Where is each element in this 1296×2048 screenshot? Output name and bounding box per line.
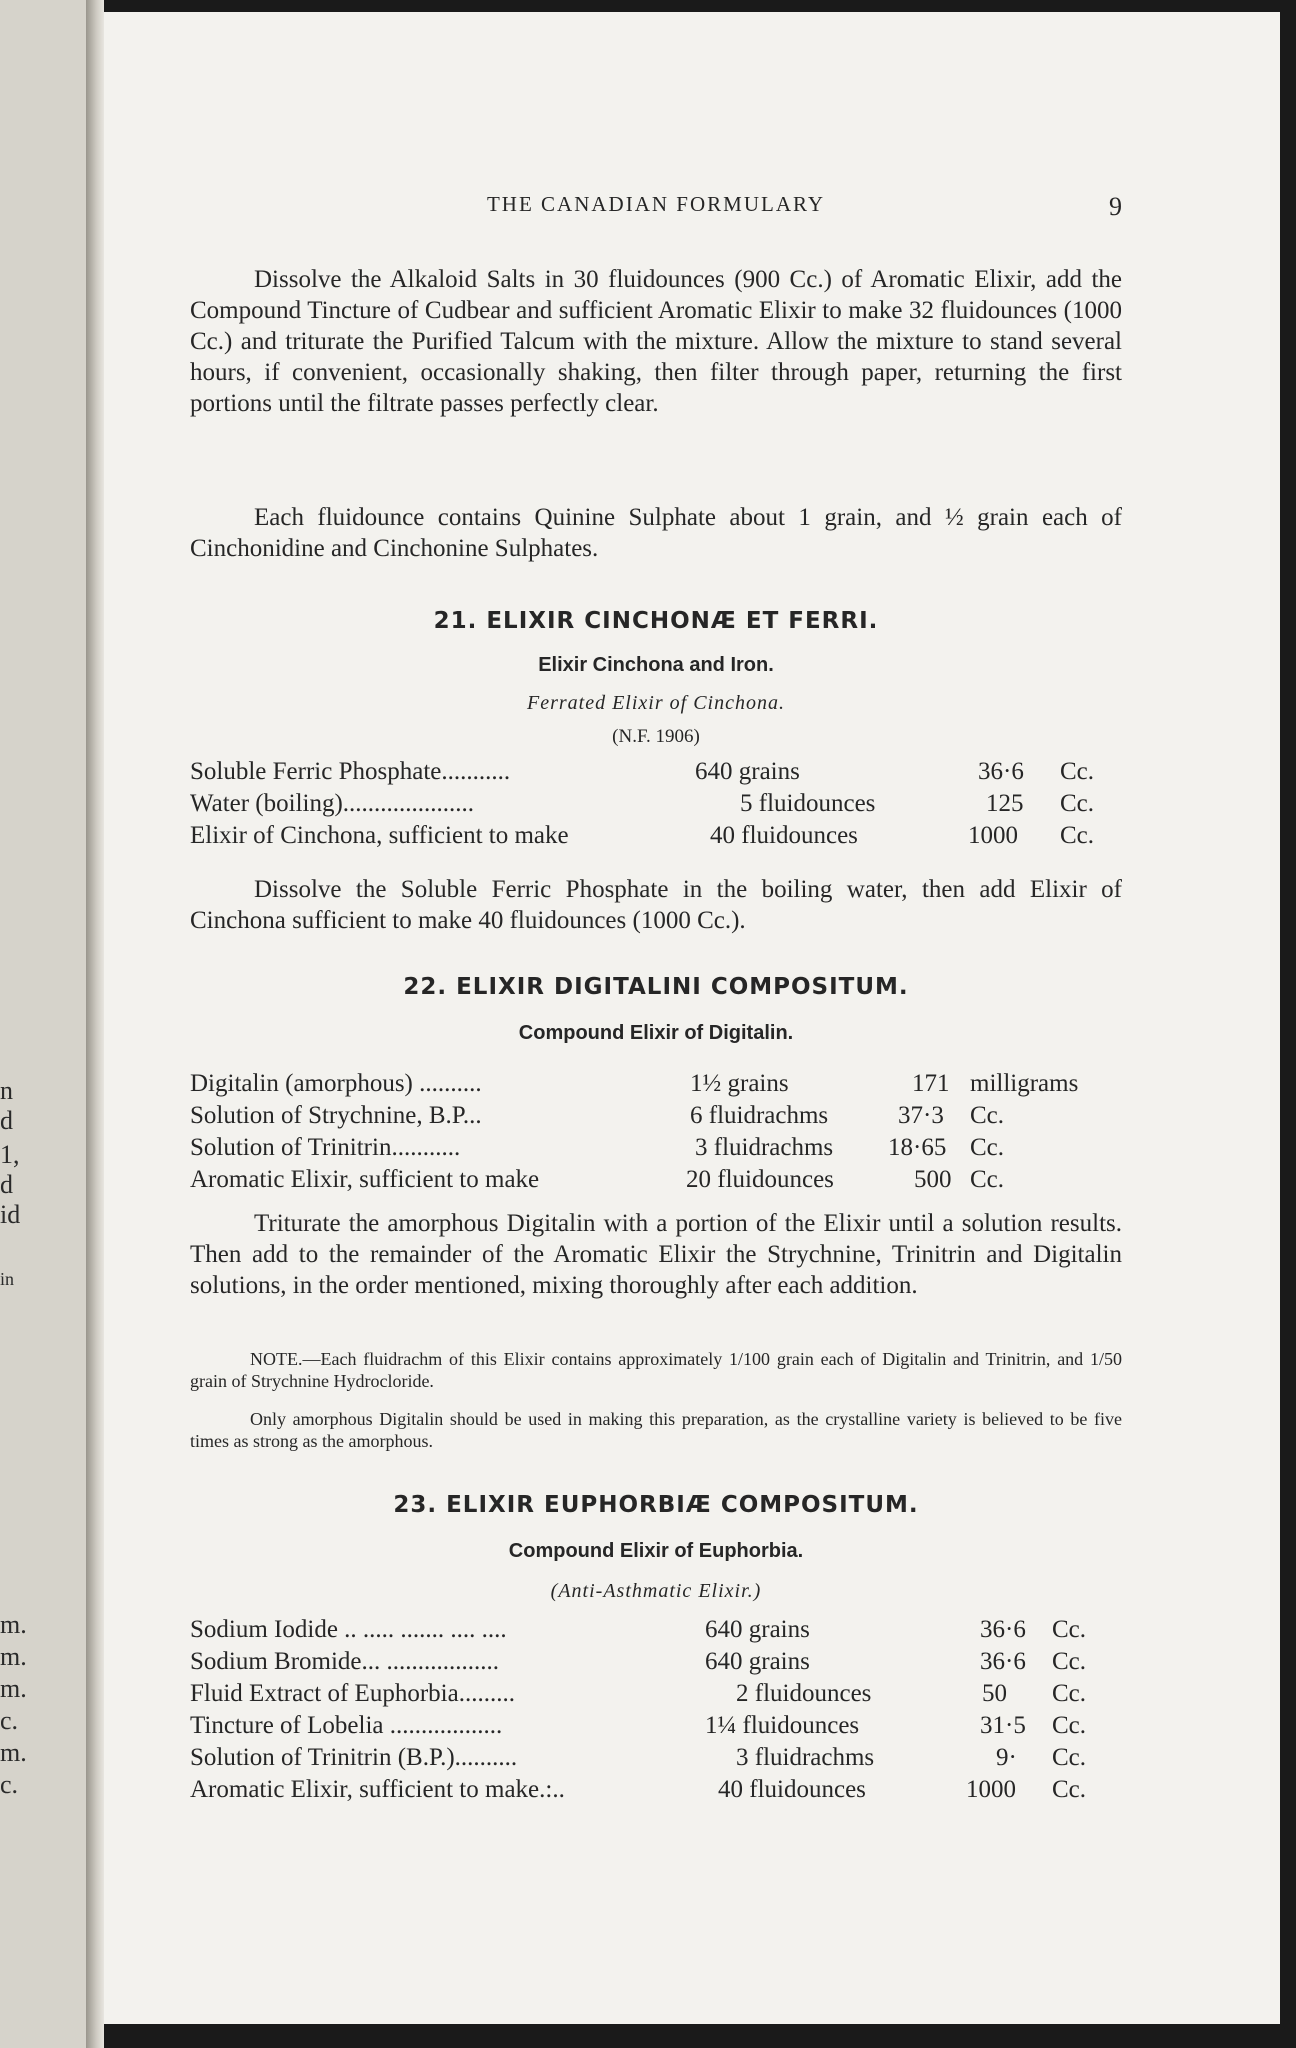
facing-page-fragment: c. bbox=[0, 1706, 19, 1735]
ingredient-quantity: 40 fluidounces bbox=[710, 822, 858, 849]
paragraph: Triturate the amorphous Digitalin with a portion of the Elixir until a solution results. Then add to the remainder of the Aromatic Elixir the Strychnine, Trinitrin and Digitalin solutions, in the order mentioned, mixing thoroughly after each addition. bbox=[190, 1210, 1122, 1299]
ingredient-unit: Cc. bbox=[1052, 1616, 1087, 1643]
ingredient-unit: Cc. bbox=[1052, 1648, 1087, 1675]
formula-row bbox=[190, 1070, 1122, 1102]
ingredient-name: Digitalin (amorphous) .......... bbox=[190, 1070, 482, 1097]
section-synonym-21: Ferrated Elixir of Cinchona. bbox=[527, 692, 785, 714]
formula-row bbox=[190, 1744, 1122, 1776]
ingredient-unit: Cc. bbox=[1052, 1680, 1087, 1707]
ingredient-name: Tincture of Lobelia .................. bbox=[190, 1712, 503, 1739]
ingredient-quantity: 3 fluidrachms bbox=[736, 1744, 875, 1771]
formula-row bbox=[190, 1680, 1122, 1712]
ingredient-metric: 37·3 bbox=[898, 1102, 944, 1129]
ingredient-name: Elixir of Cinchona, sufficient to make bbox=[190, 822, 569, 849]
ingredient-quantity: 3 fluidrachms bbox=[695, 1134, 834, 1161]
ingredient-quantity: 40 fluidounces bbox=[718, 1776, 866, 1803]
ingredient-unit: Cc. bbox=[1052, 1776, 1087, 1803]
facing-page-edge bbox=[0, 0, 86, 2048]
facing-page-fragment: m. bbox=[0, 1642, 27, 1671]
formula-row bbox=[190, 790, 1122, 822]
section-synonym-23: (Anti-Asthmatic Elixir.) bbox=[550, 1580, 762, 1602]
ingredient-quantity: 2 fluidounces bbox=[736, 1680, 872, 1707]
ingredient-name: Soluble Ferric Phosphate........... bbox=[190, 758, 511, 785]
facing-page-fragment: d bbox=[0, 1170, 13, 1199]
ingredient-quantity: 640 grains bbox=[705, 1648, 810, 1675]
facing-page-fragment: m. bbox=[0, 1674, 27, 1703]
ingredient-unit: Cc. bbox=[1060, 822, 1095, 849]
ingredient-metric: 9· bbox=[996, 1744, 1017, 1771]
ingredient-unit: Cc. bbox=[1052, 1712, 1087, 1739]
formula-row bbox=[190, 1134, 1122, 1166]
paragraph: Each fluidounce contains Quinine Sulphate about 1 grain, and ½ grain each of Cinchonidine and Cinchonine Sulphates. bbox=[190, 504, 1122, 562]
section-heading-22: 22. ELIXIR DIGITALINI COMPOSITUM. bbox=[403, 974, 909, 1000]
facing-page-fragment: 1, bbox=[0, 1140, 20, 1169]
formula-row bbox=[190, 1102, 1122, 1134]
ingredient-quantity: 640 grains bbox=[705, 1616, 810, 1643]
ingredient-unit: Cc. bbox=[1060, 758, 1095, 785]
book-gutter bbox=[86, 0, 104, 2048]
ingredient-quantity: 6 fluidrachms bbox=[690, 1102, 829, 1129]
note-22-b bbox=[190, 1408, 1122, 1452]
formula-row bbox=[190, 1776, 1122, 1808]
ingredient-unit: Cc. bbox=[970, 1102, 1005, 1129]
facing-page-fragment: c. bbox=[0, 1770, 19, 1799]
book-page bbox=[104, 12, 1280, 2024]
ingredient-metric: 50 bbox=[982, 1680, 1007, 1707]
section-subtitle-22: Compound Elixir of Digitalin. bbox=[518, 1022, 794, 1044]
ingredient-unit: Cc. bbox=[1052, 1744, 1087, 1771]
ingredient-metric: 31·5 bbox=[980, 1712, 1026, 1739]
ingredient-name: Fluid Extract of Euphorbia......... bbox=[190, 1680, 515, 1707]
intro-directions bbox=[190, 264, 1122, 419]
section-subtitle-23: Compound Elixir of Euphorbia. bbox=[508, 1540, 804, 1562]
ingredient-quantity: 5 fluidounces bbox=[740, 790, 876, 817]
page-number: 9 bbox=[1109, 192, 1122, 221]
ingredient-name: Solution of Strychnine, B.P... bbox=[190, 1102, 482, 1129]
formula-row bbox=[190, 822, 1122, 854]
directions-21 bbox=[190, 874, 1122, 936]
section-heading-21: 21. ELIXIR CINCHONÆ ET FERRI. bbox=[433, 608, 879, 634]
ingredient-name: Solution of Trinitrin (B.P.).......... bbox=[190, 1744, 518, 1771]
facing-page-fragment: m. bbox=[0, 1738, 27, 1767]
ingredient-metric: 18·65 bbox=[888, 1134, 947, 1161]
ingredient-name: Aromatic Elixir, sufficient to make.:.. bbox=[190, 1776, 565, 1803]
formula-row bbox=[190, 758, 1122, 790]
ingredient-metric: 36·6 bbox=[980, 1616, 1026, 1643]
ingredient-name: Aromatic Elixir, sufficient to make bbox=[190, 1166, 540, 1193]
ingredient-metric: 500 bbox=[914, 1166, 952, 1193]
ingredient-unit: Cc. bbox=[970, 1134, 1005, 1161]
section-heading-23: 23. ELIXIR EUPHORBIÆ COMPOSITUM. bbox=[393, 1492, 919, 1518]
ingredient-quantity: 640 grains bbox=[695, 758, 800, 785]
ingredient-name: Water (boiling)..................... bbox=[190, 790, 475, 817]
paragraph: Dissolve the Alkaloid Salts in 30 fluidounces (900 Cc.) of Aromatic Elixir, add the Compound Tincture of Cudbear and sufficient Aromatic Elixir to make 32 fluidounces (1000 Cc.) and triturate the Purified Talcum with the mixture. Allow the mixture to stand several hours, if convenient, occasionally shaking, then filter through paper, returning the first portions until the filtrate passes perfectly clear. bbox=[190, 266, 1122, 417]
formula-row bbox=[190, 1616, 1122, 1648]
ingredient-quantity: 20 fluidounces bbox=[686, 1166, 834, 1193]
ingredient-metric: 1000 bbox=[968, 822, 1018, 849]
running-header bbox=[190, 192, 1122, 224]
ingredient-metric: 171 bbox=[912, 1070, 950, 1097]
ingredient-name: Solution of Trinitrin........... bbox=[190, 1134, 461, 1161]
facing-page-fragment: id bbox=[0, 1200, 21, 1229]
formula-row bbox=[190, 1648, 1122, 1680]
directions-22 bbox=[190, 1208, 1122, 1301]
facing-page-fragment: d bbox=[0, 1106, 13, 1135]
ingredient-name: Sodium Bromide... .................. bbox=[190, 1648, 500, 1675]
ingredient-metric: 36·6 bbox=[978, 758, 1024, 785]
formula-row bbox=[190, 1166, 1122, 1198]
note-22 bbox=[190, 1348, 1122, 1392]
section-subtitle-21: Elixir Cinchona and Iron. bbox=[538, 654, 774, 676]
paragraph: Dissolve the Soluble Ferric Phosphate in the boiling water, then add Elixir of Cinchona sufficient to make 40 fluidounces (1000 Cc.). bbox=[190, 876, 1122, 934]
note-paragraph: NOTE.—Each fluidrachm of this Elixir contains approximately 1/100 grain each of Digitalin and Trinitrin, and 1/50 grain of Strychnine Hydrocloride. bbox=[190, 1349, 1122, 1391]
facing-page-fragment: n bbox=[0, 1076, 13, 1105]
ingredient-unit: milligrams bbox=[970, 1070, 1079, 1097]
ingredient-unit: Cc. bbox=[970, 1166, 1005, 1193]
ingredient-metric: 36·6 bbox=[980, 1648, 1026, 1675]
ingredient-unit: Cc. bbox=[1060, 790, 1095, 817]
ingredient-quantity: 1¼ fluidounces bbox=[705, 1712, 860, 1739]
ingredient-metric: 125 bbox=[986, 790, 1024, 817]
facing-page-fragment: m. bbox=[0, 1610, 27, 1639]
facing-page-fragment: in bbox=[0, 1269, 15, 1289]
section-source-21: (N.F. 1906) bbox=[612, 726, 700, 747]
ingredient-quantity: 1½ grains bbox=[690, 1070, 789, 1097]
ingredient-name: Sodium Iodide .. ..... ....... .... .... bbox=[190, 1616, 507, 1643]
ingredient-metric: 1000 bbox=[966, 1776, 1016, 1803]
intro-contents bbox=[190, 502, 1122, 564]
note-paragraph: Only amorphous Digitalin should be used in making this preparation, as the crystalline variety is believed to be five times as strong as the amorphous. bbox=[190, 1409, 1122, 1451]
formula-row bbox=[190, 1712, 1122, 1744]
running-title: THE CANADIAN FORMULARY bbox=[486, 192, 825, 216]
